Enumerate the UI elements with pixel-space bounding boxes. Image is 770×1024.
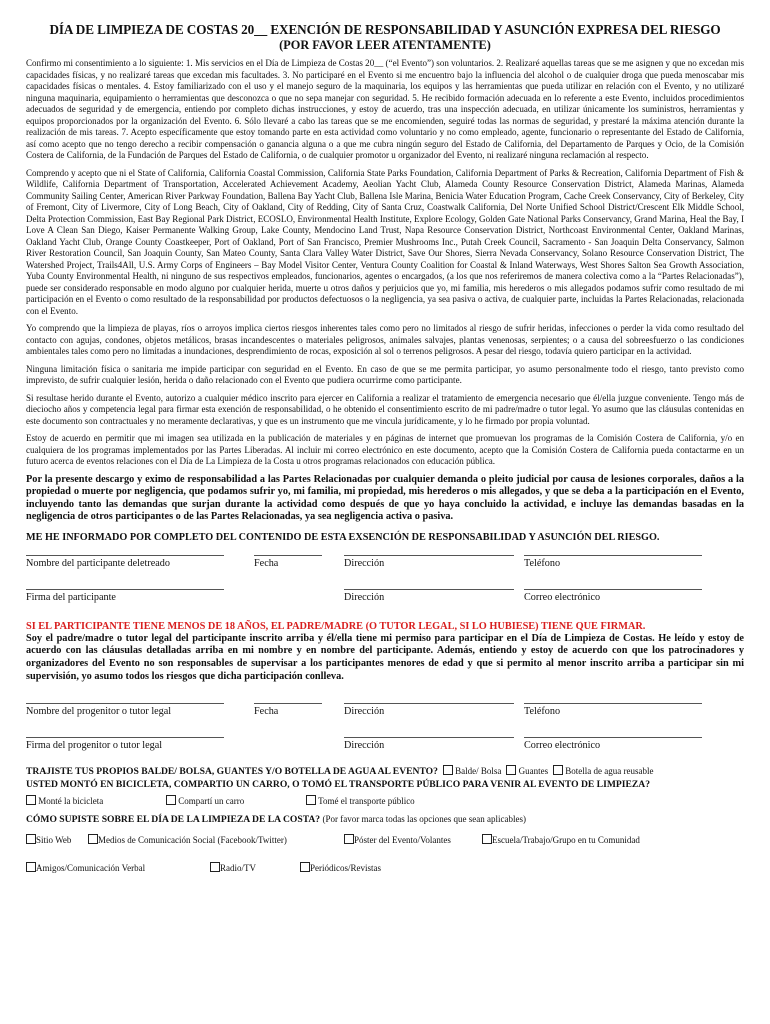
option-newspapers: Periódicos/Revistas <box>310 863 381 874</box>
participant-address-label: Dirección <box>344 557 385 569</box>
participant-name-label: Nombre del participante deletreado <box>26 557 170 569</box>
guardian-phone-label: Teléfono <box>524 706 561 718</box>
option-radio-tv: Radio/TV <box>220 863 256 874</box>
guardian-address2-field[interactable] <box>344 737 514 738</box>
guardian-name-field[interactable] <box>26 703 224 704</box>
informed-statement: ME HE INFORMADO POR COMPLETO DEL CONTENIDO DE ESTA EXSENCIÓN DE RESPONSABILIDAD Y ASUNCIÓN DEL RIESGO. <box>26 531 660 543</box>
checkbox-school-work[interactable] <box>482 834 492 844</box>
minor-warning: SI EL PARTICIPANTE TIENE MENOS DE 18 AÑOS, EL PADRE/MADRE (O TUTOR LEGAL, SI LO HUBIESE) TIENE QUE FIRMAR. <box>26 620 646 632</box>
guardian-phone-field[interactable] <box>524 703 702 704</box>
health-paragraph: Ninguna limitación física o sanitaria me impide participar con seguridad en el Evento. En caso de que se me permita participar, yo asumo personalmente todo el riesgo, tanto previsto como imprevisto, de sufrir cualquier lesión, herida o daño relacionado con el Evento que pudiera ocurrirme como participante. <box>26 363 744 385</box>
checkbox-carpool[interactable] <box>166 795 176 805</box>
participant-phone-label: Teléfono <box>524 557 561 569</box>
survey-q3-hint: (Por favor marca todas las opciones que sean aplicables) <box>322 814 526 825</box>
checkbox-bottle[interactable] <box>553 765 563 775</box>
document-subtitle: (POR FAVOR LEER ATENTAMENTE) <box>279 38 491 52</box>
document-title: DÍA DE LIMPIEZA DE COSTAS 20__ EXENCIÓN DE RESPONSABILIDAD Y ASUNCIÓN EXPRESA DEL RIESGO <box>49 22 721 37</box>
participant-address-field[interactable] <box>344 555 514 556</box>
guardian-address2-label: Dirección <box>344 740 385 752</box>
guardian-signature-field[interactable] <box>26 737 224 738</box>
medical-paragraph: Si resultase herido durante el Evento, autorizo a cualquier médico inscrito para ejercer en California a realizar el tratamiento de emergencia necesario que él/ella juzgue conveniente. Tengo más de dieciocho años y competencia legal para firmar esta exención de responsabilidad, o he obtenido el consentimiento escrito de mi padre/madre o tutor legal. Yo asumo que las cláusulas contenidas en este documento son contractuales y no meramente declarativas, y que es un instrumento que me vincula jurídicamente, y lo he firmado por propia voluntad. <box>26 392 744 426</box>
option-bottle: Botella de agua reusable <box>565 766 654 777</box>
checkbox-friends[interactable] <box>26 862 36 872</box>
guardian-email-label: Correo electrónico <box>524 740 601 752</box>
checkbox-bike[interactable] <box>26 795 36 805</box>
checkbox-social-media[interactable] <box>88 834 98 844</box>
survey-q2-text: USTED MONTÓ EN BICICLETA, COMPARTIO UN CARRO, O TOMÓ EL TRANSPORTE PÚBLICO PARA VENIR AL EVENTO DE LIMPIEZA? <box>26 779 650 791</box>
survey-q3-options-row1 <box>26 826 744 852</box>
option-website: Sitio Web <box>36 835 72 846</box>
option-gloves: Guantes <box>518 766 549 777</box>
participant-phone-field[interactable] <box>524 555 702 556</box>
guardian-date-field[interactable] <box>254 703 322 704</box>
consent-paragraph: Confirmo mi consentimiento a lo siguiente: 1. Mis servicios en el Día de Limpieza de Costas 20__ (“el Evento”) son voluntarios. 2. Realizaré aquellas tareas que se me asignen y que no excedan mis capacidades físicas, y no realizaré tareas que excedan mis facultades. 3. No participaré en el Evento si me encuentro bajo la influencia del alcohol o de cualquier droga que pueda menoscabar mis capacidades físicas o mentales. 4. Estoy familiarizado con el uso y el manejo seguro de la maquinaria, los equipos y las herramientas que pueda utilizar en relación con el Evento, y no utilizaré ninguna maquinaria, equipamiento o herramientas que desconozca o que no sepa manejar con seguridad. 5. He recibido formación adecuada en lo referente a este Evento, incluidos procedimientos adecuados de seguridad y de emergencia, entiendo por completo dichas instrucciones, y estoy de acuerdo, tras una inspección adecuada, en utilizar únicamente los suministros, herramientas y equipos proporcionados por la organización del Evento. 6. Sólo llevaré a cabo las tareas que se me encomienden, seguiré todas las normas de seguridad, y prestaré la máxima atención durante la realización de mis tareas. 7. Acepto específicamente que estoy tomando parte en esta actividad como voluntario y no como empleado, agente, funcionario o representante del Estado de California, así como acepto que no tengo derecho a recibir compensación o ganancia alguna o a que me cubra ningún seguro del Estado de California, del Departamento de Parques y Ocio, de la Comisión Costera de California, de la Fundación de Parques del Estado de California, o de cualquier promotor u organizador del Evento, ni realizaré ninguna reclamación al respecto. <box>26 58 744 160</box>
option-poster: Póster del Evento/Volantes <box>354 835 451 846</box>
survey-q3-text: CÓMO SUPISTE SOBRE EL DÍA DE LA LIMPIEZA DE LA COSTA? <box>26 814 321 826</box>
related-parties-paragraph: Comprendo y acepto que ni el State of California, California Coastal Commission, California State Parks Foundation, California Department of Parks & Recreation, California Department of Fish & Wildlife, California Department of Transportation, Accelerated Achievement Academy, Aeolian Yacht Club, Alameda County Resource Conservation District, Alameda Marinas, Alameda Community Sailing Center, American River Parkway Foundation, Ballena Bay Yacht Club, Ballena Isle Marina, Benicia Water Education Program, Cache Creek Conservancy, City of Berkeley, City of Fremont, City of Livermore, City of Long Beach, City of Oakland, City of Redding, City of Santa Cruz, Coastwalk California, Del Norte Unified School District/Crescent Elk Middle School, Delta Protection Commission, East Bay Regional Park District, ECOSLO, Environmental Health Institute, Explore Ecology, Golden Gate National Parks Conservancy, Grand Marina, Heal the Bay, I Love A Clean San Diego, Kaiser Permanente Walking Group, Lake County, Mendocino Land Trust, Napa Resource Conservation District, Northcoast Environmental Center, Oakland Marinas, Oakland Yacht Club, Orange County Coastkeeper, Port of Oakland, Port of San Francisco, Premier Mushrooms Inc., Putah Creek Council, Sacramento - San Joaquin Delta Conservancy, Salmon River Restoration Council, San Joaquin County, San Mateo County, Santa Clara Valley Water District, Save Our Shores, Sierra Nevada Conservancy, Solano Resource Conservation District, The Watershed Project, Trails4All, U.S. Army Corps of Engineers – Bay Model Visitor Center, Ventura County Coalition for Coastal & Inland Waterways, West Shores Salton Sea Growth Association, Yuba County Environmental Health, ni ninguno de sus respectivos empleados, funcionarios, agentes o encargados, (a los que nos referiremos de manera colectiva como a la “Partes Relacionadas”), puede ser considerado responsable en modo alguno por cualquier herida, muerte u otros daños y perjuicios que yo, mi familia, mis herederos o mis allegados podamos sufrir como resultado de mi participación en el Evento o como resultado de la responsabilidad por productos defectuosos o la negligencia, ya sea pasiva o activa, de cualquier parte, incluidas la Partes Relacionadas, relacionada con el Evento. <box>26 167 744 316</box>
option-bike: Monté la bicicleta <box>38 796 104 807</box>
survey-q3 <box>26 813 744 826</box>
checkbox-poster[interactable] <box>344 834 354 844</box>
guardian-address-field[interactable] <box>344 703 514 704</box>
checkbox-newspapers[interactable] <box>300 862 310 872</box>
survey-q3-options-row2 <box>26 852 744 876</box>
checkbox-bucket[interactable] <box>443 765 453 775</box>
guardian-name-label: Nombre del progenitor o tutor legal <box>26 706 172 718</box>
participant-address2-field[interactable] <box>344 589 514 590</box>
survey-q1 <box>26 765 744 778</box>
participant-email-label: Correo electrónico <box>524 591 601 603</box>
checkbox-website[interactable] <box>26 834 36 844</box>
risk-paragraph: Yo comprendo que la limpieza de playas, ríos o arroyos implica ciertos riesgos inherentes tales como pero no limitados al riesgo de sufrir heridas, infecciones o perder la vida como resultado del contacto con agujas, condones, objetos metálicos, brasas incandescentes o materiales peligrosos, animales salvajes, plantas venenosas, serpientes; o a causa del sobreesfuerzo o las condiciones ambientales tales como pero no limitadas a inundaciones, desprendimiento de rocas, exposición al sol o terrenos peligrosos. A pesar del riesgo, todavía quiero participar en la actividad. <box>26 323 744 356</box>
image-use-paragraph: Estoy de acuerdo en permitir que mi imagen sea utilizada en la publicación de materiales y en páginas de internet que promuevan los programas de la Comisión Costera de California, y/o en cualquiera de los programas implementados por las Partes Liberadas. Al incluir mi correo electrónico en este documento, acepto que la Comisión Costera de California pueda contactarme en un futuro acerca de eventos relaciones con el Día de La Limpieza de la Costa u otros programas relacionados con educación pública. <box>26 433 744 466</box>
guardian-date-label: Fecha <box>254 706 279 718</box>
participant-address2-label: Dirección <box>344 591 385 603</box>
option-school-work: Escuela/Trabajo/Grupo en tu Comunidad <box>492 835 640 846</box>
release-paragraph: Por la presente descargo y eximo de responsabilidad a las Partes Relacionadas por cualquier demanda o pleito judicial por causa de lesiones corporales, daños a la propiedad o muerte por negligencia, que podamos sufrir yo, mi familia, mi propiedad, mis herederos o mis allegados, y que se deba a la participación en el Evento, incluyendo tanto las demandas que surjan durante la actividad como después de que yo haya concluido la actividad, e incluye las demandas basadas en la negligencia de otros participantes o de las Partes Relacionadas, ya sea negligencia activa o pasiva. <box>26 473 744 523</box>
participant-signature-label: Firma del participante <box>26 591 116 603</box>
participant-date-label: Fecha <box>254 557 279 569</box>
checkbox-transit[interactable] <box>306 795 316 805</box>
survey-q2-options <box>26 791 744 813</box>
option-friends: Amigos/Comunicación Verbal <box>36 863 146 874</box>
guardian-email-field[interactable] <box>524 737 702 738</box>
checkbox-radio-tv[interactable] <box>210 862 220 872</box>
option-social-media: Medios de Comunicación Social (Facebook/Twitter) <box>98 835 287 846</box>
participant-row-2 <box>26 577 744 611</box>
survey-q1-text: TRAJISTE TUS PROPIOS BALDE/ BOLSA, GUANTES Y/O BOTELLA DE AGUA AL EVENTO? <box>26 766 438 778</box>
participant-date-field[interactable] <box>254 555 322 556</box>
participant-name-field[interactable] <box>26 555 224 556</box>
option-carpool: Compartí un carro <box>178 796 245 807</box>
participant-email-field[interactable] <box>524 589 702 590</box>
participant-signature-field[interactable] <box>26 589 224 590</box>
guardian-signature-label: Firma del progenitor o tutor legal <box>26 740 163 752</box>
option-bucket: Balde/ Bolsa <box>455 766 502 777</box>
checkbox-gloves[interactable] <box>506 765 516 775</box>
participant-row-1 <box>26 543 744 577</box>
option-transit: Tomé el transporte público <box>318 796 415 807</box>
guardian-address-label: Dirección <box>344 706 385 718</box>
guardian-consent-text: Soy el padre/madre o tutor legal del participante inscrito arriba y él/ella tiene mi permiso para participar en el Día de Limpieza de Costas. He leído y estoy de acuerdo con las cláusulas detalladas arriba en mi nombre y en nombre del participante. Además, entiendo y estoy de acuerdo con que los patrocinadores y organizadores del Evento no son responsables de supervisar a los participantes menores de edad y que si permito al menor inscrito arriba a participar sin mi supervisión, yo asumo todos los riesgos que dicha participación conlleva. <box>26 632 744 682</box>
survey-q2 <box>26 778 744 791</box>
guardian-row-2 <box>26 725 744 759</box>
guardian-row-1 <box>26 691 744 725</box>
